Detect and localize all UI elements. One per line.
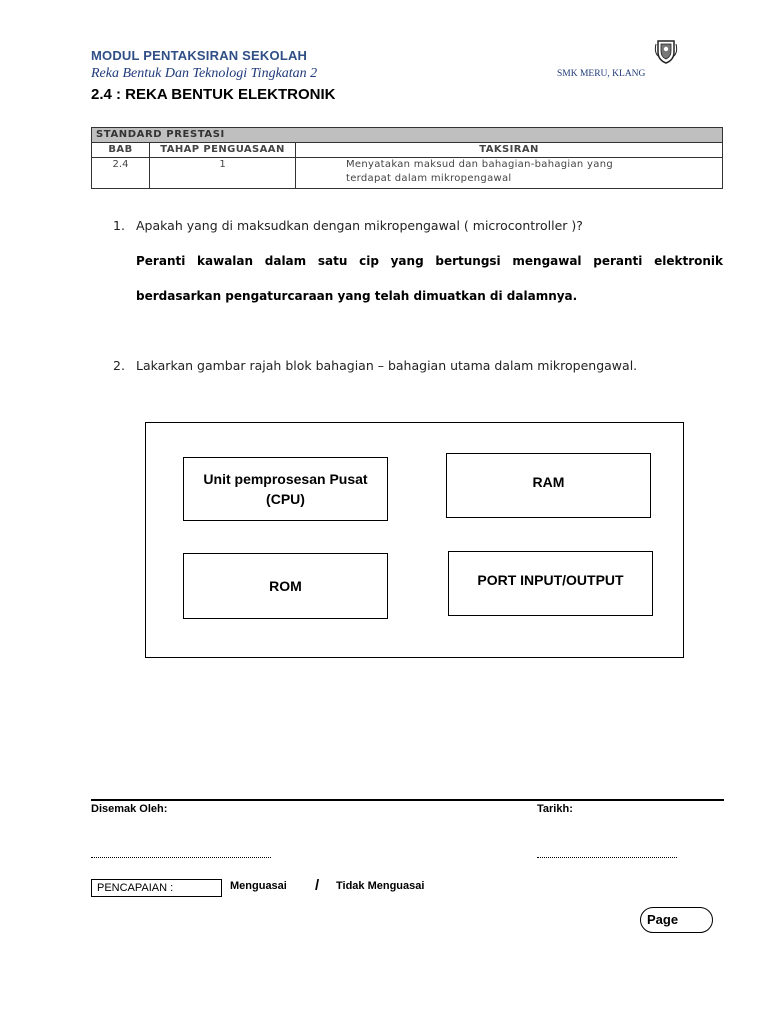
taksiran-line-2: terdapat dalam mikropengawal [346,173,512,184]
question-2-text: Lakarkan gambar rajah blok bahagian – bahagian utama dalam mikropengawal. [136,358,638,373]
question-1-number: 1. [113,218,125,233]
achievement-box: PENCAPAIAN : [91,879,222,897]
standard-prestasi-table [91,127,723,189]
checked-by-label: Disemak Oleh: [91,803,168,815]
cell-tahap: 1 [150,158,296,189]
port-io-block [448,551,653,616]
footer-divider [91,799,724,801]
column-header-bab: BAB [92,143,150,158]
question-2-number: 2. [113,358,125,373]
signature-line [91,857,271,858]
ram-label: RAM [532,473,565,490]
option-separator: / [315,877,320,894]
school-crest-icon [654,38,678,64]
rom-block [183,553,388,619]
topic-title: 2.4 : REKA BENTUK ELEKTRONIK [91,86,336,103]
table-title: STANDARD PRESTASI [92,128,723,143]
table-row [92,158,723,189]
not-mastered-option: Tidak Menguasai [336,880,425,892]
column-header-taksiran: TAKSIRAN [296,143,723,158]
cell-taksiran [296,158,723,189]
school-name: SMK MERU, KLANG [557,69,646,79]
date-line [537,857,677,858]
subject-title: Reka Bentuk Dan Teknologi Tingkatan 2 [91,66,318,81]
column-header-tahap: TAHAP PENGUASAAN [150,143,296,158]
cell-bab: 2.4 [92,158,150,189]
rom-label: ROM [269,578,302,594]
taksiran-line-1: Menyatakan maksud dan bahagian-bahagian yang [346,159,613,170]
cpu-label-line-2: (CPU) [266,491,305,507]
answer-1-line-2: berdasarkan pengaturcaraan yang telah dimuatkan di dalamnya. [136,289,578,303]
ram-block [446,453,651,518]
date-label: Tarikh: [537,803,573,815]
cpu-block [183,457,388,521]
module-title: MODUL PENTAKSIRAN SEKOLAH [91,48,308,63]
question-1-text: Apakah yang di maksudkan dengan mikropengawal ( microcontroller )? [136,218,583,233]
page-button[interactable]: Page [640,907,713,933]
port-label: PORT INPUT/OUTPUT [477,571,624,588]
mastered-option: Menguasai [230,880,287,892]
answer-1-line-1: Peranti kawalan dalam satu cip yang bertungsi mengawal peranti elektronik [136,254,723,268]
cpu-label-line-1: Unit pemprosesan Pusat [203,471,368,487]
